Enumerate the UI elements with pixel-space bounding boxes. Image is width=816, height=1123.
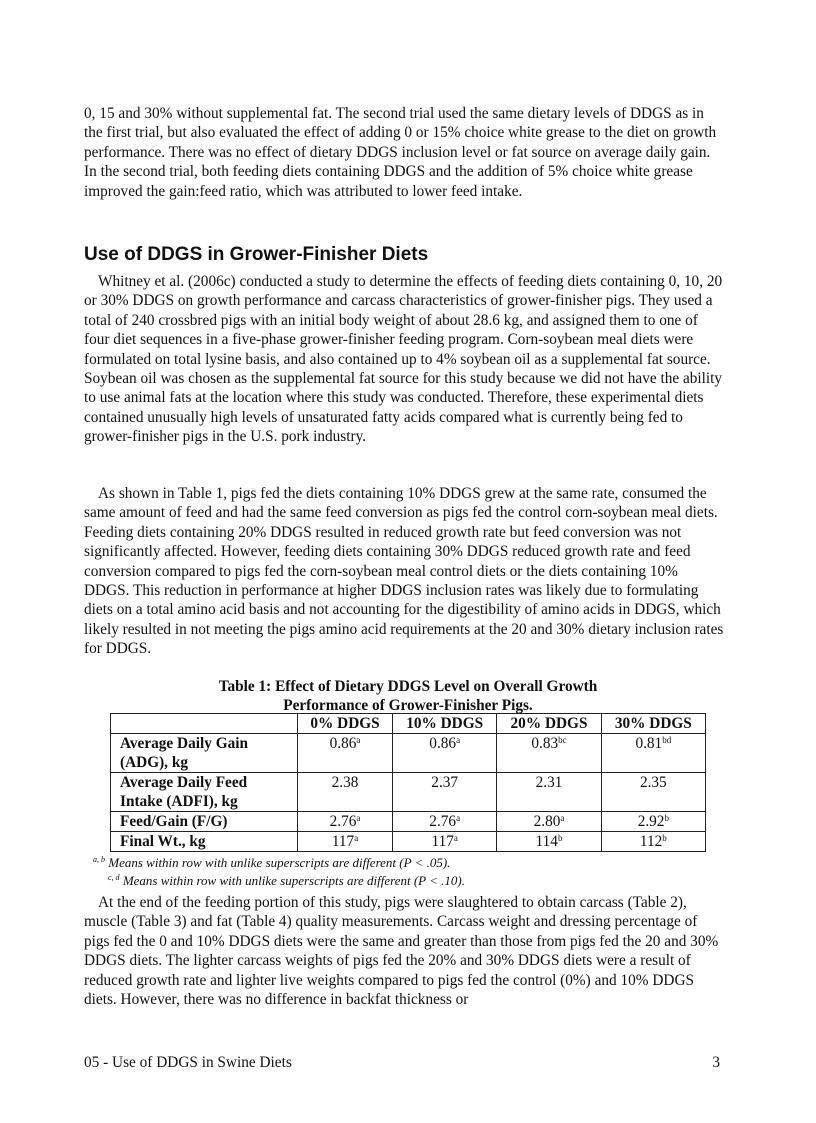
footnote-marker: c, d bbox=[108, 873, 120, 882]
table-cell: 117$^a$ bbox=[298, 832, 393, 852]
footnote-text: Means within row with unlike superscripts are different (P < .05). bbox=[108, 855, 451, 870]
footnote-marker: a, b bbox=[93, 855, 105, 864]
row-label: Final Wt., kg bbox=[111, 832, 298, 852]
column-header: 20% DDGS bbox=[497, 714, 601, 734]
row-label: Feed/Gain (F/G) bbox=[111, 812, 298, 832]
table-cell: 2.76$^a$ bbox=[298, 812, 393, 832]
section-heading: Use of DDGS in Grower-Finisher Diets bbox=[84, 244, 429, 265]
footer-title: 05 - Use of DDGS in Swine Diets bbox=[84, 1054, 292, 1071]
table-title-line-2: Performance of Grower-Finisher Pigs. bbox=[283, 697, 533, 714]
table-cell: 2.92$^b$ bbox=[601, 812, 705, 832]
table-cell: 2.35 bbox=[601, 773, 705, 812]
table-corner-cell bbox=[111, 714, 298, 734]
table-title-line-1: Table 1: Effect of Dietary DDGS Level on Overall Growth bbox=[218, 678, 598, 695]
table-row bbox=[111, 773, 706, 812]
table-cell: 2.37 bbox=[393, 773, 497, 812]
table-cell: 2.80$^a$ bbox=[497, 812, 601, 832]
footnote-text: Means within row with unlike superscripts are different (P < .10). bbox=[122, 873, 465, 888]
growth-performance-table bbox=[110, 713, 706, 852]
column-header: 0% DDGS bbox=[298, 714, 393, 734]
row-label: Average Daily Gain (ADG), kg bbox=[111, 734, 298, 773]
table-row bbox=[111, 734, 706, 773]
column-header: 30% DDGS bbox=[601, 714, 705, 734]
paragraph-table1-discussion: As shown in Table 1, pigs fed the diets containing 10% DDGS grew at the same rate, consumed the same amount of feed and had the same feed conversion as pigs fed the control corn-soybean meal diets. Feeding diets containing 20% DDGS resulted in reduced growth rate but feed conversion was not significantly affected. However, feeding diets containing 30% DDGS reduced growth rate and feed conversion compared to pigs fed the corn-soybean meal control diets or the diets containing 10% DDGS. This reduction in performance at higher DDGS inclusion rates was likely due to formulating diets on a total amino acid basis and not accounting for the digestibility of amino acids in DDGS, which likely resulted in not meeting the pigs amino acid requirements at the 20 and 30% dietary inclusion rates for DDGS. bbox=[84, 485, 724, 658]
table-title bbox=[110, 677, 706, 715]
table-cell: 2.76$^a$ bbox=[393, 812, 497, 832]
paragraph-carcass-results: At the end of the feeding portion of this study, pigs were slaughtered to obtain carcass (Table 2), muscle (Table 3) and fat (Table 4) quality measurements. Carcass weight and dressing percentage of pigs fed the 0 and 10% DDGS diets were the same and greater than those from pigs fed the 20 and 30% DDGS diets. The lighter carcass weights of pigs fed the 20% and 30% DDGS diets were a result of reduced growth rate and lighter live weights compared to pigs fed the control (0%) and 10% DDGS diets. However, there was no difference in backfat thickness or bbox=[84, 894, 719, 1009]
column-header: 10% DDGS bbox=[393, 714, 497, 734]
table-row bbox=[111, 812, 706, 832]
page-number: 3 bbox=[712, 1054, 720, 1071]
table-cell: 117$^a$ bbox=[393, 832, 497, 852]
table-cell: 0.86$^a$ bbox=[298, 734, 393, 773]
table-footnote-1 bbox=[93, 855, 450, 871]
table-cell: 112$^b$ bbox=[601, 832, 705, 852]
table-cell: 0.81$^{bd}$ bbox=[601, 734, 705, 773]
paragraph-whitney-study: Whitney et al. (2006c) conducted a study to determine the effects of feeding diets containing 0, 10, 20 or 30% DDGS on growth performance and carcass characteristics of grower-finisher pigs. They used a total of 240 crossbred pigs with an initial body weight of about 28.6 kg, and assigned them to one of four diet sequences in a five-phase grower-finisher feeding program. Corn-soybean meal diets were formulated on total lysine basis, and also contained up to 4% soybean oil as a supplemental fat source. Soybean oil was chosen as the supplemental fat source for this study because we did not have the ability to use animal fats at the location where this study was conducted. Therefore, these experimental diets contained unusually high levels of unsaturated fatty acids compared what is currently being fed to grower-finisher pigs in the U.S. pork industry. bbox=[84, 273, 723, 446]
table-row bbox=[111, 832, 706, 852]
table-footnote-2 bbox=[108, 873, 465, 889]
table-cell: 0.83$^{bc}$ bbox=[497, 734, 601, 773]
table-header-row bbox=[111, 714, 706, 734]
table-cell: 0.86$^a$ bbox=[393, 734, 497, 773]
paragraph-trial-summary: 0, 15 and 30% without supplemental fat. The second trial used the same dietary levels of DDGS as in the first trial, but also evaluated the effect of adding 0 or 15% choice white grease to the diet on growth performance. There was no effect of dietary DDGS inclusion level or fat source on average daily gain. In the second trial, both feeding diets containing DDGS and the addition of 5% choice white grease improved the gain:feed ratio, which was attributed to lower feed intake. bbox=[84, 105, 717, 200]
row-label: Average Daily Feed Intake (ADFI), kg bbox=[111, 773, 298, 812]
table-cell: 114$^b$ bbox=[497, 832, 601, 852]
table-cell: 2.31 bbox=[497, 773, 601, 812]
table-cell: 2.38 bbox=[298, 773, 393, 812]
